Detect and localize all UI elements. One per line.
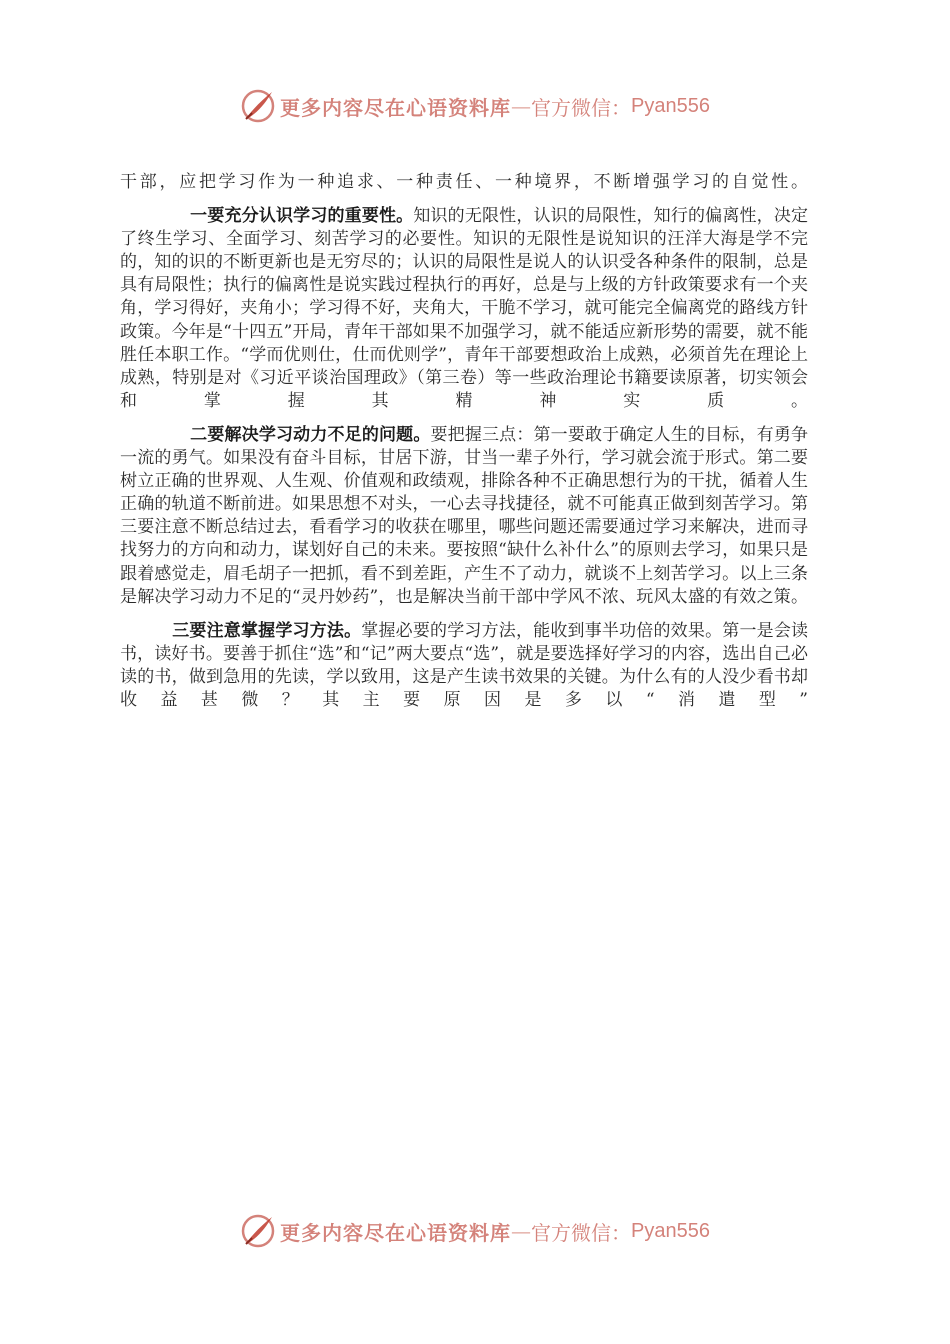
watermark-banner-top <box>0 86 950 126</box>
quill-logo-icon <box>240 1213 276 1249</box>
watermark-wechat-id: Pyan556 <box>631 1219 710 1242</box>
paragraph-intro-text: 干部，应把学习作为一种追求、一种责任、一种境界，不断增强学习的自觉性。 <box>120 172 808 192</box>
section-1-heading: 一要充分认识学习的重要性。 <box>190 206 414 227</box>
watermark-separator: — <box>511 1219 532 1243</box>
section-3-body: 掌握必要的学习方法，能收到事半功倍的效果。第一是会读书，读好书。要善于抓住“选”和“记”两大要点“选”，就是要选择好学习的内容，选出自己必读的书，做到急用的先读，学以致用，这是产生读书效果的关键。为什么有的人没少看书却收益甚微？其主要原因是多以“消遣型” <box>120 620 809 710</box>
section-3-heading: 三要注意掌握学习方法。 <box>172 620 362 641</box>
document-body <box>120 171 808 723</box>
paragraph-intro <box>120 171 808 194</box>
section-2-heading: 二要解决学习动力不足的问题。 <box>190 424 431 445</box>
quill-logo-icon <box>240 88 276 124</box>
paragraph-section-2 <box>120 424 808 609</box>
watermark-wechat-id: Pyan556 <box>631 94 710 117</box>
watermark-separator: — <box>511 94 532 118</box>
paragraph-section-1 <box>120 205 808 413</box>
watermark-brand: 更多内容尽在心语资料库 <box>280 95 512 120</box>
watermark-brand: 更多内容尽在心语资料库 <box>280 1220 512 1245</box>
watermark-banner-bottom <box>0 1211 950 1251</box>
section-2-body: 要把握三点：第一要敢于确定人生的目标，有勇争一流的勇气。如果没有奋斗目标，甘居下游，甘当一辈子外行，学习就会流于形式。第二要树立正确的世界观、人生观、价值观和政绩观，排除各种不正确思想行为的干扰，循着人生正确的轨道不断前进。如果思想不对头，一心去寻找捷径，就不可能真正做到刻苦学习。第三要注意不断总结过去，看看学习的收获在哪里，哪些问题还需要通过学习来解决，进而寻找努力的方向和动力，谋划好自己的未来。要按照“缺什么补什么”的原则去学习，如果只是跟着感觉走，眉毛胡子一把抓，看不到差距，产生不了动力，就谈不上刻苦学习。以上三条是解决学习动力不足的“灵丹妙药”，也是解决当前干部中学风不浓、玩风太盛的有效之策。 <box>120 424 808 607</box>
watermark-label: 官方微信： <box>531 95 632 120</box>
section-1-body: 知识的无限性，认识的局限性，知行的偏离性，决定了终生学习、全面学习、刻苦学习的必要性。知识的无限性是说知识的汪洋大海是学不完的，知的识的不断更新也是无穷尽的；认识的局限性是说人的认识受各种条件的限制，总是具有局限性；执行的偏离性是说实践过程执行的再好，总是与上级的方针政策要求有一个夹角，学习得好，夹角小；学习得不好，夹角大，干脆不学习，就可能完全偏离党的路线方针政策。今年是“十四五”开局，青年干部如果不加强学习，就不能适应新形势的需要，就不能胜任本职工作。“学而优则仕，仕而优则学”，青年干部要想政治上成熟，必须首先在理论上成熟，特别是对《习近平谈治国理政》（第三卷）等一些政治理论书籍要读原著，切实领会和掌握其精神实质。 <box>120 206 809 411</box>
watermark-label: 官方微信： <box>531 1220 632 1245</box>
paragraph-section-3 <box>120 620 808 712</box>
